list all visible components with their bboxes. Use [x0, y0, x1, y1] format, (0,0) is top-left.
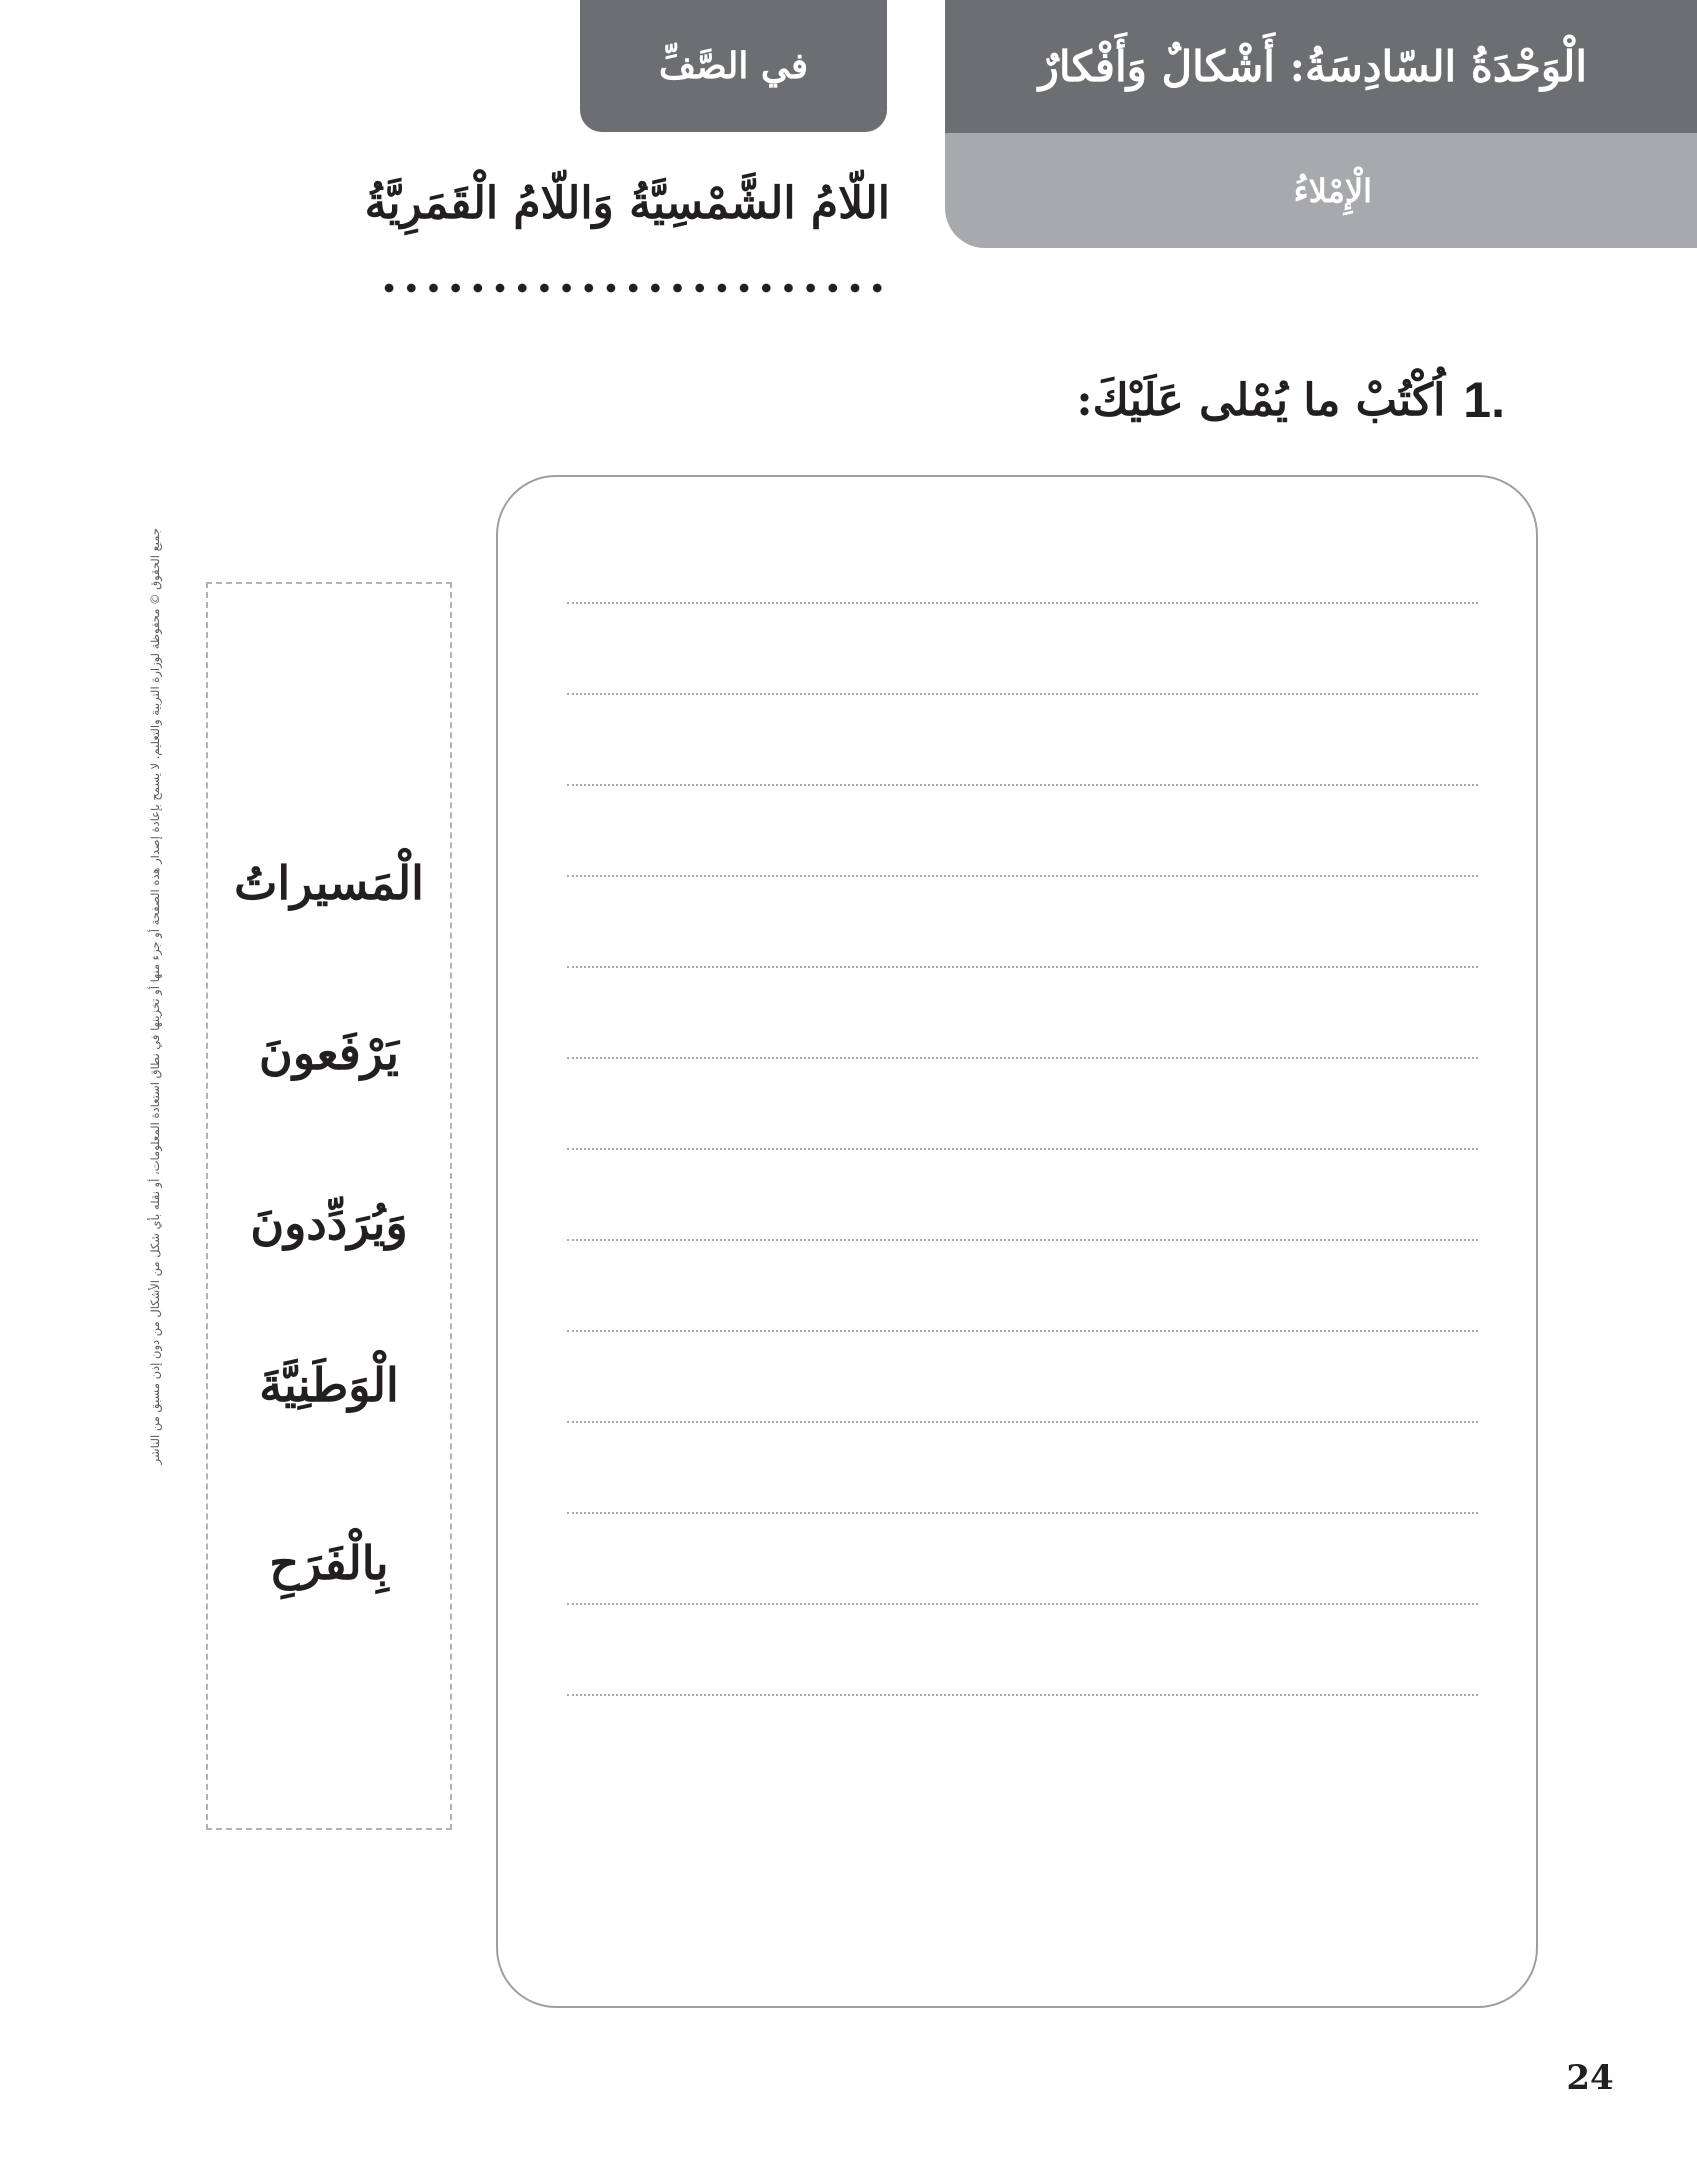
writing-line — [567, 875, 1478, 877]
writing-line — [567, 693, 1478, 695]
exercise-text: اُكْتُبْ ما يُمْلى عَلَيْكَ: — [1076, 374, 1446, 426]
writing-line — [567, 1603, 1478, 1605]
writing-line — [567, 1421, 1478, 1423]
dictation-writing-box — [496, 475, 1538, 2008]
class-tab-label: في الصَّفِّ — [658, 45, 809, 87]
unit-title-bar — [945, 0, 1697, 133]
word-item: يَرْفَعونَ — [259, 1026, 399, 1080]
writing-line — [567, 1239, 1478, 1241]
page-number: 24 — [1566, 2058, 1614, 2098]
unit-subtitle-bar — [945, 133, 1697, 248]
writing-line — [567, 966, 1478, 968]
word-item: وَيُرَدِّدونَ — [250, 1196, 408, 1250]
lesson-title-underline — [378, 283, 890, 293]
unit-subtitle: الْإِمْلاءُ — [1293, 171, 1372, 210]
unit-header — [945, 0, 1697, 248]
writing-line — [567, 1330, 1478, 1332]
writing-line — [567, 784, 1478, 786]
lesson-title: اللّامُ الشَّمْسِيَّةُ وَاللّامُ الْقَمَرِيَّةُ — [364, 178, 890, 229]
copyright-note: جميع الحقوق © محفوظة لوزارة التربية والتعليم. لا يسمح بإعادة إصدار هذه الصفحة أو جزء منها أو تخزينها في نطاق استعادة المعلومات، أو نقله بأي شكل من الأشكال من دون إذن مسبق من الناشر — [148, 528, 162, 1465]
class-tab — [580, 0, 887, 132]
word-item: بِالْفَرَحِ — [269, 1536, 389, 1590]
writing-line — [567, 1057, 1478, 1059]
exercise-number: 1. — [1463, 372, 1505, 428]
writing-line — [567, 1512, 1478, 1514]
word-item: الْوَطَنِيَّةَ — [259, 1358, 399, 1412]
unit-title: الْوَحْدَةُ السّادِسَةُ: أَشْكالٌ وَأَفْكارٌ — [1038, 42, 1587, 91]
word-item: الْمَسيراتُ — [234, 856, 424, 910]
writing-line — [567, 1148, 1478, 1150]
writing-line — [567, 602, 1478, 604]
exercise-instruction — [900, 360, 1505, 440]
writing-line — [567, 1694, 1478, 1696]
